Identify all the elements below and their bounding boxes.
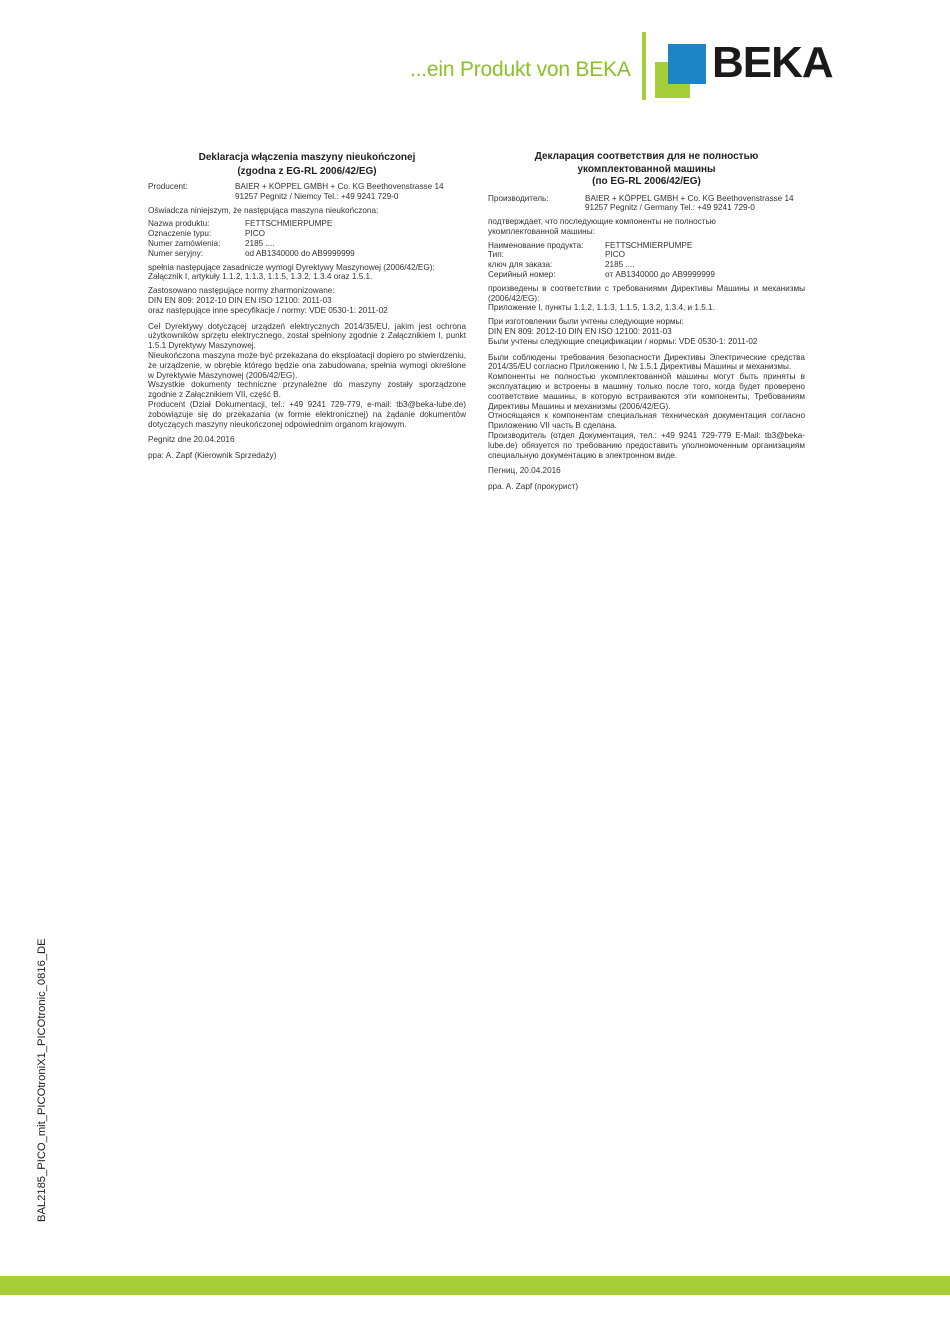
pl-norms-heading: Zastosowano następujące normy zharmonizowane: bbox=[148, 286, 335, 296]
pl-producer-label: Producent: bbox=[148, 182, 188, 191]
brand-tagline: ...ein Produkt von BEKA bbox=[410, 58, 631, 81]
logo-blue-square bbox=[668, 44, 706, 84]
ru-requirements-annex: Приложение I, пункты 1.1.2, 1.1.3, 1.1.5, 1.3.2, 1.3.4, и 1.5.1. bbox=[488, 303, 715, 313]
ru-paragraph: Были соблюдены требования безопасности Директивы Электрические средства 2014/35/EU согласно Приложению I, № 1.5.1 Директивы Машины и механизмы. bbox=[488, 352, 805, 372]
pl-title-line2: (zgodna z EG-RL 2006/42/EG) bbox=[237, 166, 377, 177]
pl-paragraph: Producent (Dział Dokumentacji, tel.: +49 9241 729-779, e-mail: tb3@beka-lube.de) zobowiązuje się do przekazania (w formie elektronicznej) na żądanie dokumentów dotyczących maszyny nieukończonej odpowiednim organom krajowym. bbox=[148, 399, 466, 429]
ru-signature: ppa. A. Zapf (прокурист) bbox=[488, 482, 579, 492]
pl-field-row: Oznaczenie typu: PICO bbox=[148, 229, 266, 239]
document-id-label: BAL2185_PICO_mit_PICOtroniX1_PICOtronic_0816_DE bbox=[36, 938, 48, 1222]
ru-title bbox=[488, 151, 805, 189]
pl-paragraph: Nieukończona maszyna może być przekazana do eksploatacji dopiero po stwierdzeniu, że urządzenie, w obrębie którego będzie ona zabudowana, spełnia wymogi określone w Dyrektywie Maszynowej (2006/42/EG). bbox=[148, 350, 466, 380]
ru-intro-cont: укомплектованной машины: bbox=[488, 226, 595, 236]
pl-title-line1: Deklaracja włączenia maszyny nieukończonej bbox=[198, 152, 416, 163]
pl-norms-other: oraz następujące inne specyfikacje / normy: VDE 0530-1: 2011-02 bbox=[148, 305, 388, 315]
ru-paragraph: Компоненты не полностью укомплектованной машины могут быть приняты в эксплуатацию и встроены в машину только после того, когда будет проверено соответствие машины, в которую встраиваются эти компоненты, Требованиям Директивы Машины и механизмы (2006/42/EG). bbox=[488, 372, 805, 411]
ru-place-date: Пегниц, 20.04.2016 bbox=[488, 466, 561, 476]
pl-field-row: Numer seryjny: od AB1340000 do AB9999999 bbox=[148, 248, 355, 258]
pl-field-row: Numer zamówienia: 2185 .... bbox=[148, 238, 275, 248]
pl-norms-list: DIN EN 809: 2012-10 DIN EN ISO 12100: 2011-03 bbox=[148, 295, 332, 305]
ru-norms-other: Были учтены следующие спецификации / нормы: VDE 0530-1: 2011-02 bbox=[488, 336, 758, 346]
pl-intro: Oświadcza niniejszym, że następująca maszyna nieukończona: bbox=[148, 205, 379, 215]
ru-producer bbox=[488, 194, 805, 214]
pl-producer-address2: 91257 Pegnitz / Niemcy Tel.: +49 9241 729-0 bbox=[235, 191, 399, 201]
footer-green-bar bbox=[0, 1276, 950, 1295]
pl-requirements: spełnia następujące zasadnicze wymogi Dyrektywy Maszynowej (2006/42/EG): bbox=[148, 262, 435, 272]
pl-paragraph: Wszystkie dokumenty techniczne przynależne do maszyny zostały sporządzone zgodnie z Załącznikiem VII, część B. bbox=[148, 380, 466, 400]
logo-wordmark: BEKA bbox=[712, 38, 833, 87]
pl-requirements-annex: Załącznik I, artykuły 1.1.2, 1.1.3, 1.1.5, 1.3.2, 1.3.4 oraz 1.5.1. bbox=[148, 272, 373, 282]
ru-title-line1: Декларация соответствия для не полностью bbox=[534, 151, 759, 162]
ru-field-row: Тип: PICO bbox=[488, 250, 626, 260]
declaration-russian bbox=[488, 151, 805, 492]
ru-field-row: Серийный номер: от AB1340000 до AB9999999 bbox=[488, 270, 715, 280]
ru-paragraph: Относящаяся к компонентам специальная техническая документация согласно Приложению VII часть B сделана. bbox=[488, 411, 805, 431]
pl-field-row: Nazwa produktu: FETTSCHMIERPUMPE bbox=[148, 219, 333, 229]
ru-norms-heading: При изготовлении были учтены следующие нормы: bbox=[488, 317, 684, 327]
pl-title bbox=[148, 151, 466, 179]
ru-requirements: произведены в соответствии с требованиями Директивы Машины и механизмы (2006/42/EG): bbox=[488, 283, 805, 303]
ru-title-line3: (по EG-RL 2006/42/EG) bbox=[592, 176, 701, 187]
pl-paragraph: Cel Dyrektywy dotyczącej urządzeń elektrycznych 2014/35/EU, jakim jest ochrona użytkowników sprzętu elektrycznego, został spełniony zgodnie z Załącznikiem I, punkt 1.5.1 Dyrektywy Maszynowej. bbox=[148, 321, 466, 351]
ru-product-fields bbox=[488, 241, 805, 280]
ru-field-row: ключ для заказа: 2185 .... bbox=[488, 260, 635, 270]
ru-paragraph: Производитель (отдел Документация, тел.: +49 9241 729-779 E-Mail: tb3@beka-lube.de) обязуется по требованию предоставить уполномоченным организациям специальную документацию в электронном виде. bbox=[488, 431, 805, 460]
ru-intro: подтверждает, что последующие компоненты не полностью bbox=[488, 217, 716, 227]
declaration-polish bbox=[148, 151, 466, 461]
ru-producer-label: Производитель: bbox=[488, 193, 549, 203]
ru-title-line2: укомплектованной машины bbox=[577, 163, 716, 175]
pl-producer-address1: BAIER + KÖPPEL GMBH + Co. KG Beethovenstrasse 14 bbox=[235, 182, 444, 191]
pl-product-fields bbox=[148, 219, 466, 258]
ru-producer-address1: BAIER + KÖPPEL GMBH + Co. KG Beethovenstrasse 14 bbox=[585, 193, 794, 203]
ru-norms-list: DIN EN 809: 2012-10 DIN EN ISO 12100: 2011-03 bbox=[488, 327, 672, 337]
pl-signature: ppa: A. Zapf (Kierownik Sprzedaży) bbox=[148, 451, 277, 461]
pl-place-date: Pegnitz dne 20.04.2016 bbox=[148, 435, 235, 445]
ru-producer-address2: 91257 Pegnitz / Germany Tel.: +49 9241 729-0 bbox=[585, 203, 755, 213]
logo-divider-bar bbox=[642, 32, 646, 100]
pl-producer bbox=[148, 182, 466, 202]
ru-field-row: Наименование продукта: FETTSCHMIERPUMPE bbox=[488, 240, 693, 250]
